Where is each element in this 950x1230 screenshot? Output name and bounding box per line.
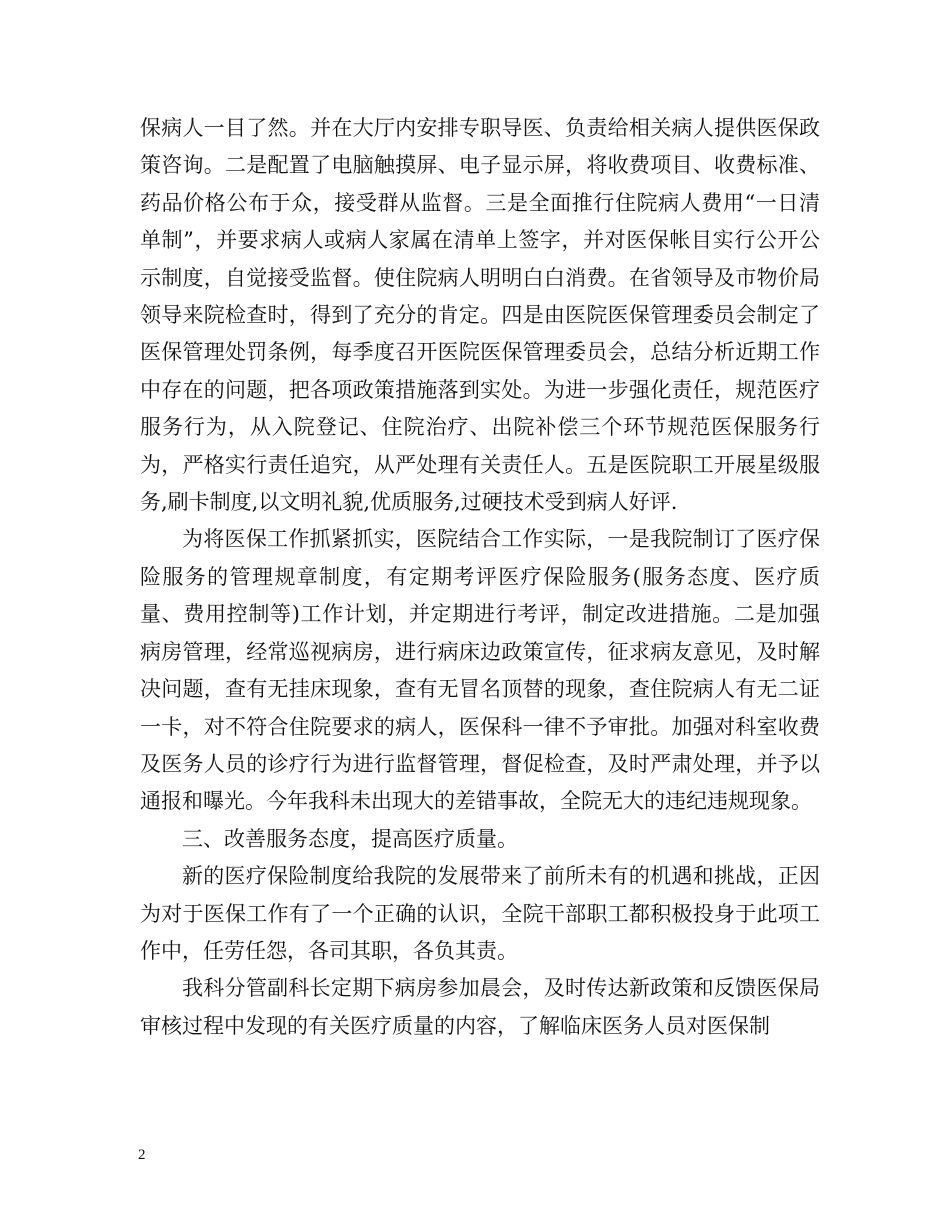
page-number: 2 xyxy=(138,1147,146,1163)
paragraph-continued: 保病人一目了然。并在大厅内安排专职导医、负责给相关病人提供医保政策咨询。二是配置了电脑触摸屏、电子显示屏，将收费项目、收费标准、药品价格公布于众，接受群从监督。三是全面推行住院病人费用“一日清单制”，并要求病人或病人家属在清单上签字，并对医保帐目实行公开公示制度，自觉接受监督。使住院病人明明白白消费。在省领导及市物价局领导来院检查时，得到了充分的肯定。四是由医院医保管理委员会制定了医保管理处罚条例，每季度召开医院医保管理委员会，总结分析近期工作中存在的问题，把各项政策措施落到实处。为进一步强化责任，规范医疗服务行为，从入院登记、住院治疗、出院补偿三个环节规范医保服务行为，严格实行责任追究，从严处理有关责任人。五是医院职工开展星级服务,刷卡制度,以文明礼貌,优质服务,过硬技术受到病人好评. xyxy=(140,116,820,515)
document-body xyxy=(140,110,820,1045)
section-heading-service-attitude: 三、改善服务态度，提高医疗质量。 xyxy=(182,826,518,851)
paragraph-insurance-work: 为将医保工作抓紧抓实，医院结合工作实际，一是我院制订了医疗保险服务的管理规章制度，有定期考评医疗保险服务(服务态度、医疗质量、费用控制等)工作计划，并定期进行考评，制定改进措施。二是加强病房管理，经常巡视病房，进行病床边政策宣传，征求病友意见，及时解决问题，查有无挂床现象，查有无冒名顶替的现象，查住院病人有无二证一卡，对不符合住院要求的病人，医保科一律不予审批。加强对科室收费及医务人员的诊疗行为进行监督管理，督促检查，及时严肃处理，并予以通报和曝光。今年我科未出现大的差错事故，全院无大的违纪违规现象。 xyxy=(140,527,820,814)
paragraph-deputy-chief: 我科分管副科长定期下病房参加晨会，及时传达新政策和反馈医保局审核过程中发现的有关医疗质量的内容，了解临床医务人员对医保制 xyxy=(140,976,820,1038)
paragraph-new-system: 新的医疗保险制度给我院的发展带来了前所未有的机遇和挑战，正因为对于医保工作有了一个正确的认识，全院干部职工都积极投身于此项工作中，任劳任怨，各司其职，各负其责。 xyxy=(140,864,820,963)
